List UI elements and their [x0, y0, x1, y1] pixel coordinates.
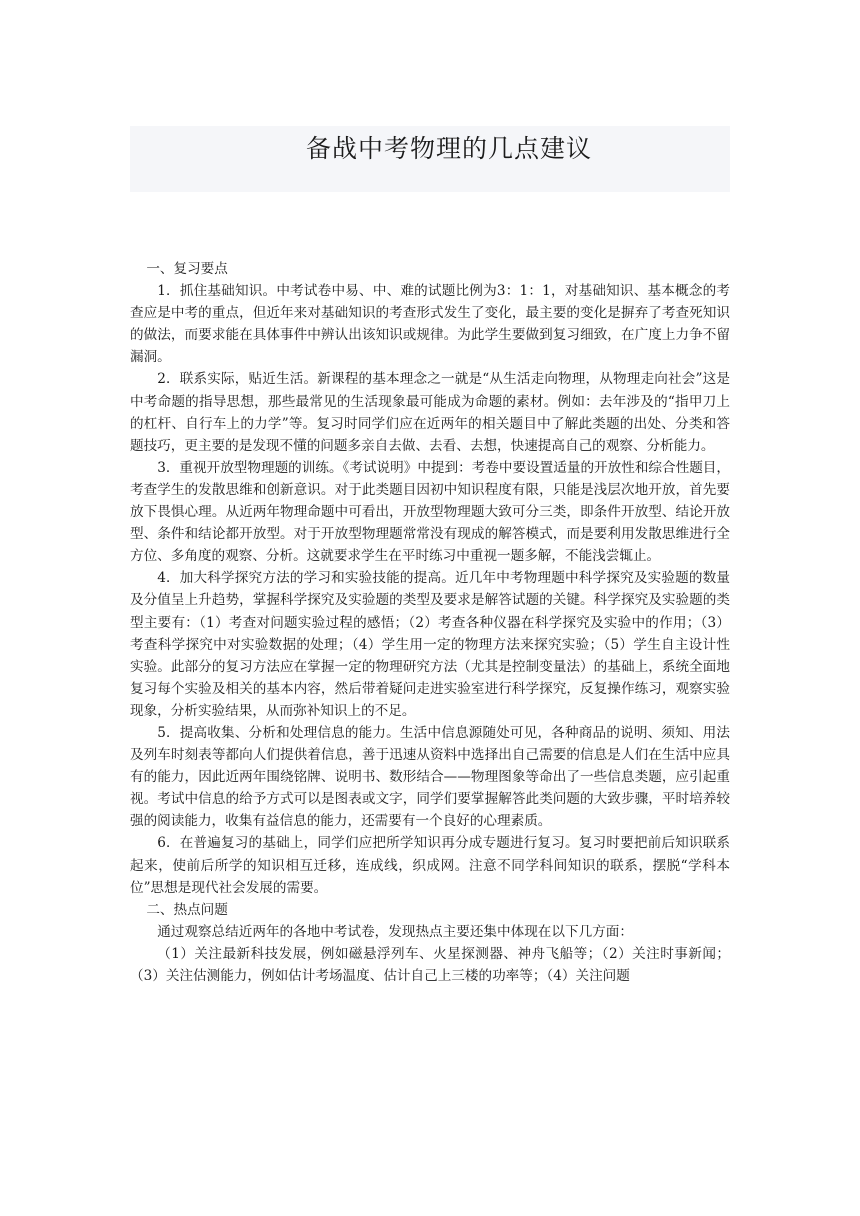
paragraph: （1）关注最新科技发展，例如磁悬浮列车、火星探测器、神舟飞船等；（2）关注时事新闻；（3）关注估测能力，例如估计考场温度、估计自己上三楼的功率等；（4）关注问题: [130, 945, 730, 984]
document-body: [130, 258, 730, 987]
paragraph: 6．在普遍复习的基础上，同学们应把所学知识再分成专题进行复习。复习时要把前后知识联系起来，使前后所学的知识相互迁移，连成线，织成网。注意不同学科间知识的联系，摆脱“学科本位”思想是现代社会发展的需要。: [130, 835, 730, 896]
section-heading: 一、复习要点: [146, 261, 228, 277]
paragraph: 通过观察总结近两年的各地中考试卷，发现热点主要还集中体现在以下几方面：: [157, 923, 633, 940]
paragraph: 3．重视开放型物理题的训练。《考试说明》中提到：考卷中要设置适量的开放性和综合性题目，考查学生的发散思维和创新意识。对于此类题目因初中知识程度有限，只能是浅层次地开放，首先要放下畏惧心理。从近两年物理命题中可看出，开放型物理题大致可分三类，即条件开放型、结论开放型、条件和结论都开放型。对于开放型物理题常常没有现成的解答模式，而是要利用发散思维进行全方位、多角度的观察、分析。这就要求学生在平时练习中重视一题多解，不能浅尝辄止。: [130, 459, 730, 565]
paragraph: 4．加大科学探究方法的学习和实验技能的提高。近几年中考物理题中科学探究及实验题的数量及分值呈上升趋势，掌握科学探究及实验题的类型及要求是解答试题的关键。科学探究及实验题的类型主要有：（1）考查对问题实验过程的感悟；（2）考查各种仪器在科学探究及实验中的作用；（3）考查科学探究中对实验数据的处理；（4）学生用一定的物理方法来探究实验；（5）学生自主设计性实验。此部分的复习方法应在掌握一定的物理研究方法（尤其是控制变量法）的基础上，系统全面地复习每个实验及相关的基本内容，然后带着疑问走进实验室进行科学探究，反复操作练习，观察实验现象，分析实验结果，从而弥补知识上的不足。: [130, 570, 730, 719]
paragraph: 1．抓住基础知识。中考试卷中易、中、难的试题比例为3：1：1，对基础知识、基本概念的考查应是中考的重点，但近年来对基础知识的考查形式发生了变化，最主要的变化是摒弃了考查死知识的做法，而要求能在具体事件中辨认出该知识或规律。为此学生要做到复习细致，在广度上力争不留漏洞。: [130, 283, 730, 366]
document-title: 备战中考物理的几点建议: [305, 134, 592, 163]
title-banner: [130, 126, 730, 192]
section-heading: 二、热点问题: [146, 901, 228, 918]
paragraph: 5．提高收集、分析和处理信息的能力。生活中信息源随处可见，各种商品的说明、须知、用法及列车时刻表等都向人们提供着信息，善于迅速从资料中选择出自己需要的信息是人们在生活中应具有的能力，因此近两年围绕铭牌、说明书、数形结合——物理图象等命出了一些信息类题，应引起重视。考试中信息的给予方式可以是图表或文字，同学们要掌握解答此类问题的大致步骤，平时培养较强的阅读能力，收集有益信息的能力，还需要有一个良好的心理素质。: [130, 724, 730, 830]
paragraph: 2．联系实际，贴近生活。新课程的基本理念之一就是“从生活走向物理，从物理走向社会”这是中考命题的指导思想，那些最常见的生活现象最可能成为命题的素材。例如：去年涉及的“指甲刀上的杠杆、自行车上的力学”等。复习时同学们应在近两年的相关题目中了解此类题的出处、分类和答题技巧，更主要的是发现不懂的问题多亲自去做、去看、去想，快速提高自己的观察、分析能力。: [130, 371, 730, 454]
